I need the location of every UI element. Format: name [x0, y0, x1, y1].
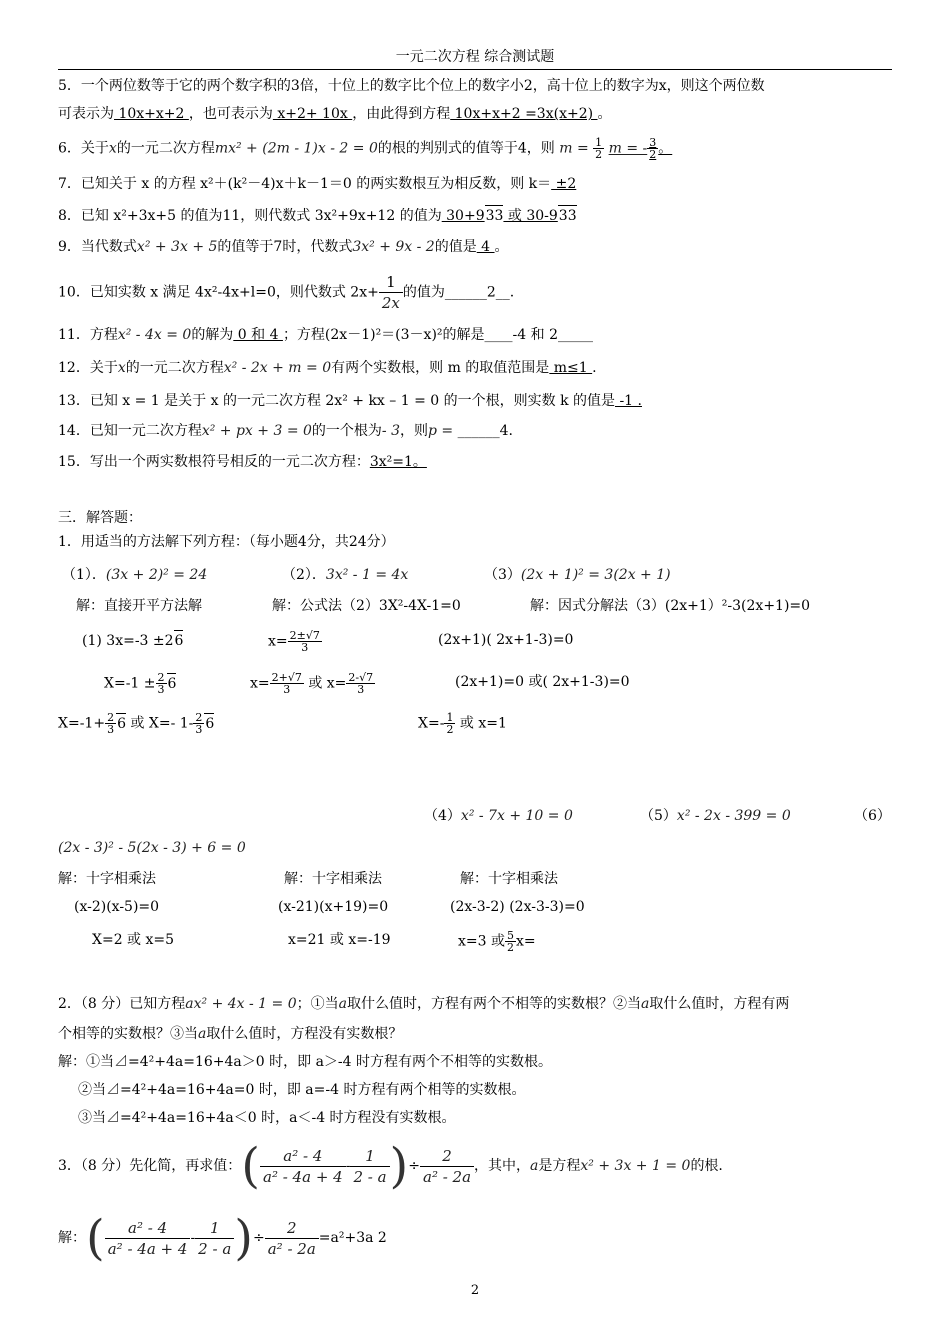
q9-text-b: 的值等于7时，代数式	[217, 239, 353, 255]
q15-answer: 3x²=1。	[369, 454, 427, 470]
q9-expr-2: 3x² + 9x - 2	[352, 239, 435, 255]
q5-line1	[58, 76, 765, 96]
q10-text-b: 的值为	[402, 284, 445, 301]
q14-root: - 3	[381, 423, 400, 439]
q5-line2	[58, 104, 612, 124]
page-number: 2	[470, 1283, 480, 1298]
q6-m1: m =	[559, 140, 594, 157]
eq6-label: （6）	[854, 808, 891, 824]
q6-line	[58, 137, 672, 160]
sol1-method: 解：直接开平方法解	[76, 598, 202, 614]
q12-text-c: 的一元二次方程	[125, 360, 224, 376]
part3-title: 三．解答题：	[58, 510, 142, 526]
q5-text-d: 。	[597, 106, 612, 122]
part3-p1: 1．用适当的方法解下列方程：（每小题4分，共24分）	[58, 534, 395, 550]
sol2-method: 解：公式法（2）3X²-4X-1=0	[272, 598, 461, 614]
sol6-answer: x=3 或 $\frac{5}{2}$ x=	[458, 929, 536, 954]
eq5: （5）x² - 2x - 399 = 0	[640, 808, 791, 824]
q5-text-c: ，由此得到方程	[352, 106, 451, 122]
q7-line	[58, 174, 576, 194]
q12-var: x	[117, 360, 126, 376]
sol2-step1: x= $\frac{2\pm√7}{3}$	[268, 629, 320, 654]
sol5-method: 解：十字相乘法	[284, 871, 382, 887]
sol4-answer: X=2 或 x=5	[92, 932, 175, 948]
p2-line1: 2．（8 分）已知方程ax² + 4x - 1 = 0；①当a取什么值时，方程有两个不相等的实数根？②当a取什么值时，方程有两	[58, 996, 790, 1012]
q9-line	[58, 237, 509, 257]
p2-sol1: 解：①当⊿=4²+4a=16+4a＞0 时，即 a＞-4 时方程有两个不相等的实数根。	[58, 1054, 553, 1070]
p3-line: 3．（8 分）先化简，再求值：( $\frac{\text{a² - 4}}{\text{a² - 4a + 4}}$ - $\frac{1}{2 - a}$ )÷ $\frac{2}{\text{a² - 2a}}$ ，其中，a是方程x² + 3x + 1 = 0的根.	[58, 1138, 723, 1194]
q14-answer: ______4.	[457, 423, 513, 439]
q15-line	[58, 452, 427, 472]
q5-text-b: ，也可表示为	[188, 106, 273, 122]
q8-text: 8．已知 x²+3x+5 的值为11，则代数式 3x²+9x+12 的值为	[58, 208, 442, 224]
q6-var: x	[108, 140, 117, 157]
sol5-step: (x-21)(x+19)=0	[278, 899, 389, 915]
p2-sol2: ②当⊿=4²+4a=16+4a=0 时，即 a=-4 时方程有两个相等的实数根。	[78, 1082, 526, 1098]
q6-frac-2: $\frac{3}{2}$	[649, 136, 657, 161]
p2-line2: 个相等的实数根？③当a取什么值时，方程没有实数根？	[58, 1026, 403, 1042]
q5-answer-1: 10x+x+2	[114, 106, 189, 122]
q10-text: 10．已知实数 x 满足 4x²-4x+l=0，则代数式 2x+	[58, 284, 379, 301]
q9-expr-1: x² + 3x + 5	[136, 239, 218, 255]
p3-solution: 解：( $\frac{\text{a² - 4}}{\text{a² - 4a + 4}}$ - $\frac{1}{2 - a}$ )÷ $\frac{2}{\text{a² - 2a}}$ =a²+3a 2	[58, 1210, 387, 1266]
q9-answer: 4	[476, 239, 495, 255]
q12-end: .	[592, 360, 597, 376]
q11-answer-1: 0 和 4	[233, 327, 283, 343]
q6-text-a: 6．关于	[58, 140, 109, 157]
q5-answer-3: 10x+x+2 =3x(x+2)	[450, 106, 598, 122]
q9-text-c: 的值是	[434, 239, 477, 255]
q6-text-d: 的根的判别式的值等于4，则	[377, 140, 555, 157]
q11-text-c: ；方程(2x－1)²＝(3－x)²的解是	[282, 327, 485, 343]
q11-text-b: 的解为	[191, 327, 234, 343]
q13-answer: -1 .	[615, 393, 642, 409]
q14-text-c: ，则	[400, 423, 428, 439]
sol3-step1: (2x+1)( 2x+1-3)=0	[438, 632, 574, 648]
q6-end: 。	[658, 140, 673, 157]
q11-equation: x² - 4x = 0	[117, 327, 192, 343]
q12-text-d: 有两个实数根，则 m 的取值范围是	[331, 360, 550, 376]
q13-line	[58, 391, 642, 411]
q5-text-a: 可表示为	[58, 106, 114, 122]
q12-answer: m≤1	[549, 360, 593, 376]
q11-text-a: 11．方程	[58, 327, 118, 343]
q7-text: 7．已知关于 x 的方程 x²＋(k²－4)x＋k－1＝0 的两实数根互为相反数，则 k＝	[58, 176, 552, 192]
q15-text: 15．写出一个两实数根符号相反的一元二次方程：	[58, 454, 370, 470]
q11-line	[58, 325, 593, 345]
q12-text-a: 12．关于	[58, 360, 118, 376]
eq6: (2x - 3)² - 5(2x - 3) + 6 = 0	[58, 840, 246, 856]
q8-line	[58, 205, 577, 226]
sol2-step2: x= $\frac{2+√7}{3}$ 或 x= $\frac{2-√7}{3}$	[250, 671, 374, 696]
q9-text-a: 9．当代数式	[58, 239, 137, 255]
q12-equation: x² - 2x + m = 0	[223, 360, 332, 376]
sol3-method: 解：因式分解法（3）(2x+1）²-3(2x+1)=0	[530, 598, 811, 614]
sol4-method: 解：十字相乘法	[58, 871, 156, 887]
q5-text: 5．一个两位数等于它的两个数字积的3倍，十位上的数字比个位上的数字小2，高十位上的数字为x，则这个两位数	[58, 78, 765, 94]
sol3-answer: X=- $\frac{1}{2}$ 或 x=1	[418, 711, 507, 736]
q12-line	[58, 358, 597, 378]
sol1-answer: X=-1+ $\frac{2}{3}$ 6 或 X=- 1- $\frac{2}{3}$ 6	[58, 711, 215, 736]
sol1-step2: X=-1 ± $\frac{2}{3}$ 6	[104, 671, 177, 696]
sol3-step2: (2x+1)=0 或( 2x+1-3)=0	[455, 674, 630, 690]
sol4-step: (x-2)(x-5)=0	[74, 899, 160, 915]
eq1: （1）．(3x + 2)² = 24	[62, 567, 208, 583]
q14-text-b: 的一个根为	[311, 423, 382, 439]
eq2: （2）．3x² - 1 = 4x	[282, 567, 409, 583]
q10-end: .	[509, 284, 515, 301]
q5-answer-2: x+2+ 10x	[272, 106, 353, 122]
sol6-method: 解：十字相乘法	[460, 871, 558, 887]
p2-sol3: ③当⊿=4²+4a=16+4a＜0 时，a＜-4 时方程没有实数根。	[78, 1110, 456, 1126]
q11-answer-2: ____-4 和 2_____	[484, 327, 593, 343]
eq3: （3）(2x + 1)² = 3(2x + 1)	[484, 567, 671, 583]
q10-frac: $\frac{1}{2x}$	[379, 272, 403, 313]
q6-text-c: 的一元二次方程	[116, 140, 215, 157]
q8-answer: 30+933 或 30-933	[442, 208, 577, 224]
sol5-answer: x=21 或 x=-19	[288, 932, 391, 948]
q6-equation: mx² + (2m - 1)x - 2 = 0	[214, 140, 378, 157]
sol6-step: (2x-3-2) (2x-3-3)=0	[450, 899, 585, 915]
q14-text-a: 14．已知一元二次方程	[58, 423, 202, 439]
q14-line	[58, 421, 513, 441]
page-header: 一元二次方程 综合测试题	[58, 46, 892, 70]
q10-answer: ______2__	[444, 284, 510, 301]
q6-m2: m = -	[608, 140, 648, 157]
q6-frac-1: $\frac{1}{2}$	[595, 136, 603, 161]
eq4: （4）x² - 7x + 10 = 0	[424, 808, 573, 824]
q7-answer: ±2	[551, 176, 577, 192]
sol1-step1: (1) 3x=-3 ±26	[82, 630, 183, 651]
q14-equation: x² + px + 3 = 0	[201, 423, 312, 439]
q14-p: p =	[428, 423, 458, 439]
q9-end: 。	[494, 239, 509, 255]
q13-text: 13．已知 x = 1 是关于 x 的一元二次方程 2x² + kx – 1 = 0 的一个根，则实数 k 的值是	[58, 393, 615, 409]
q10-line	[58, 272, 514, 313]
